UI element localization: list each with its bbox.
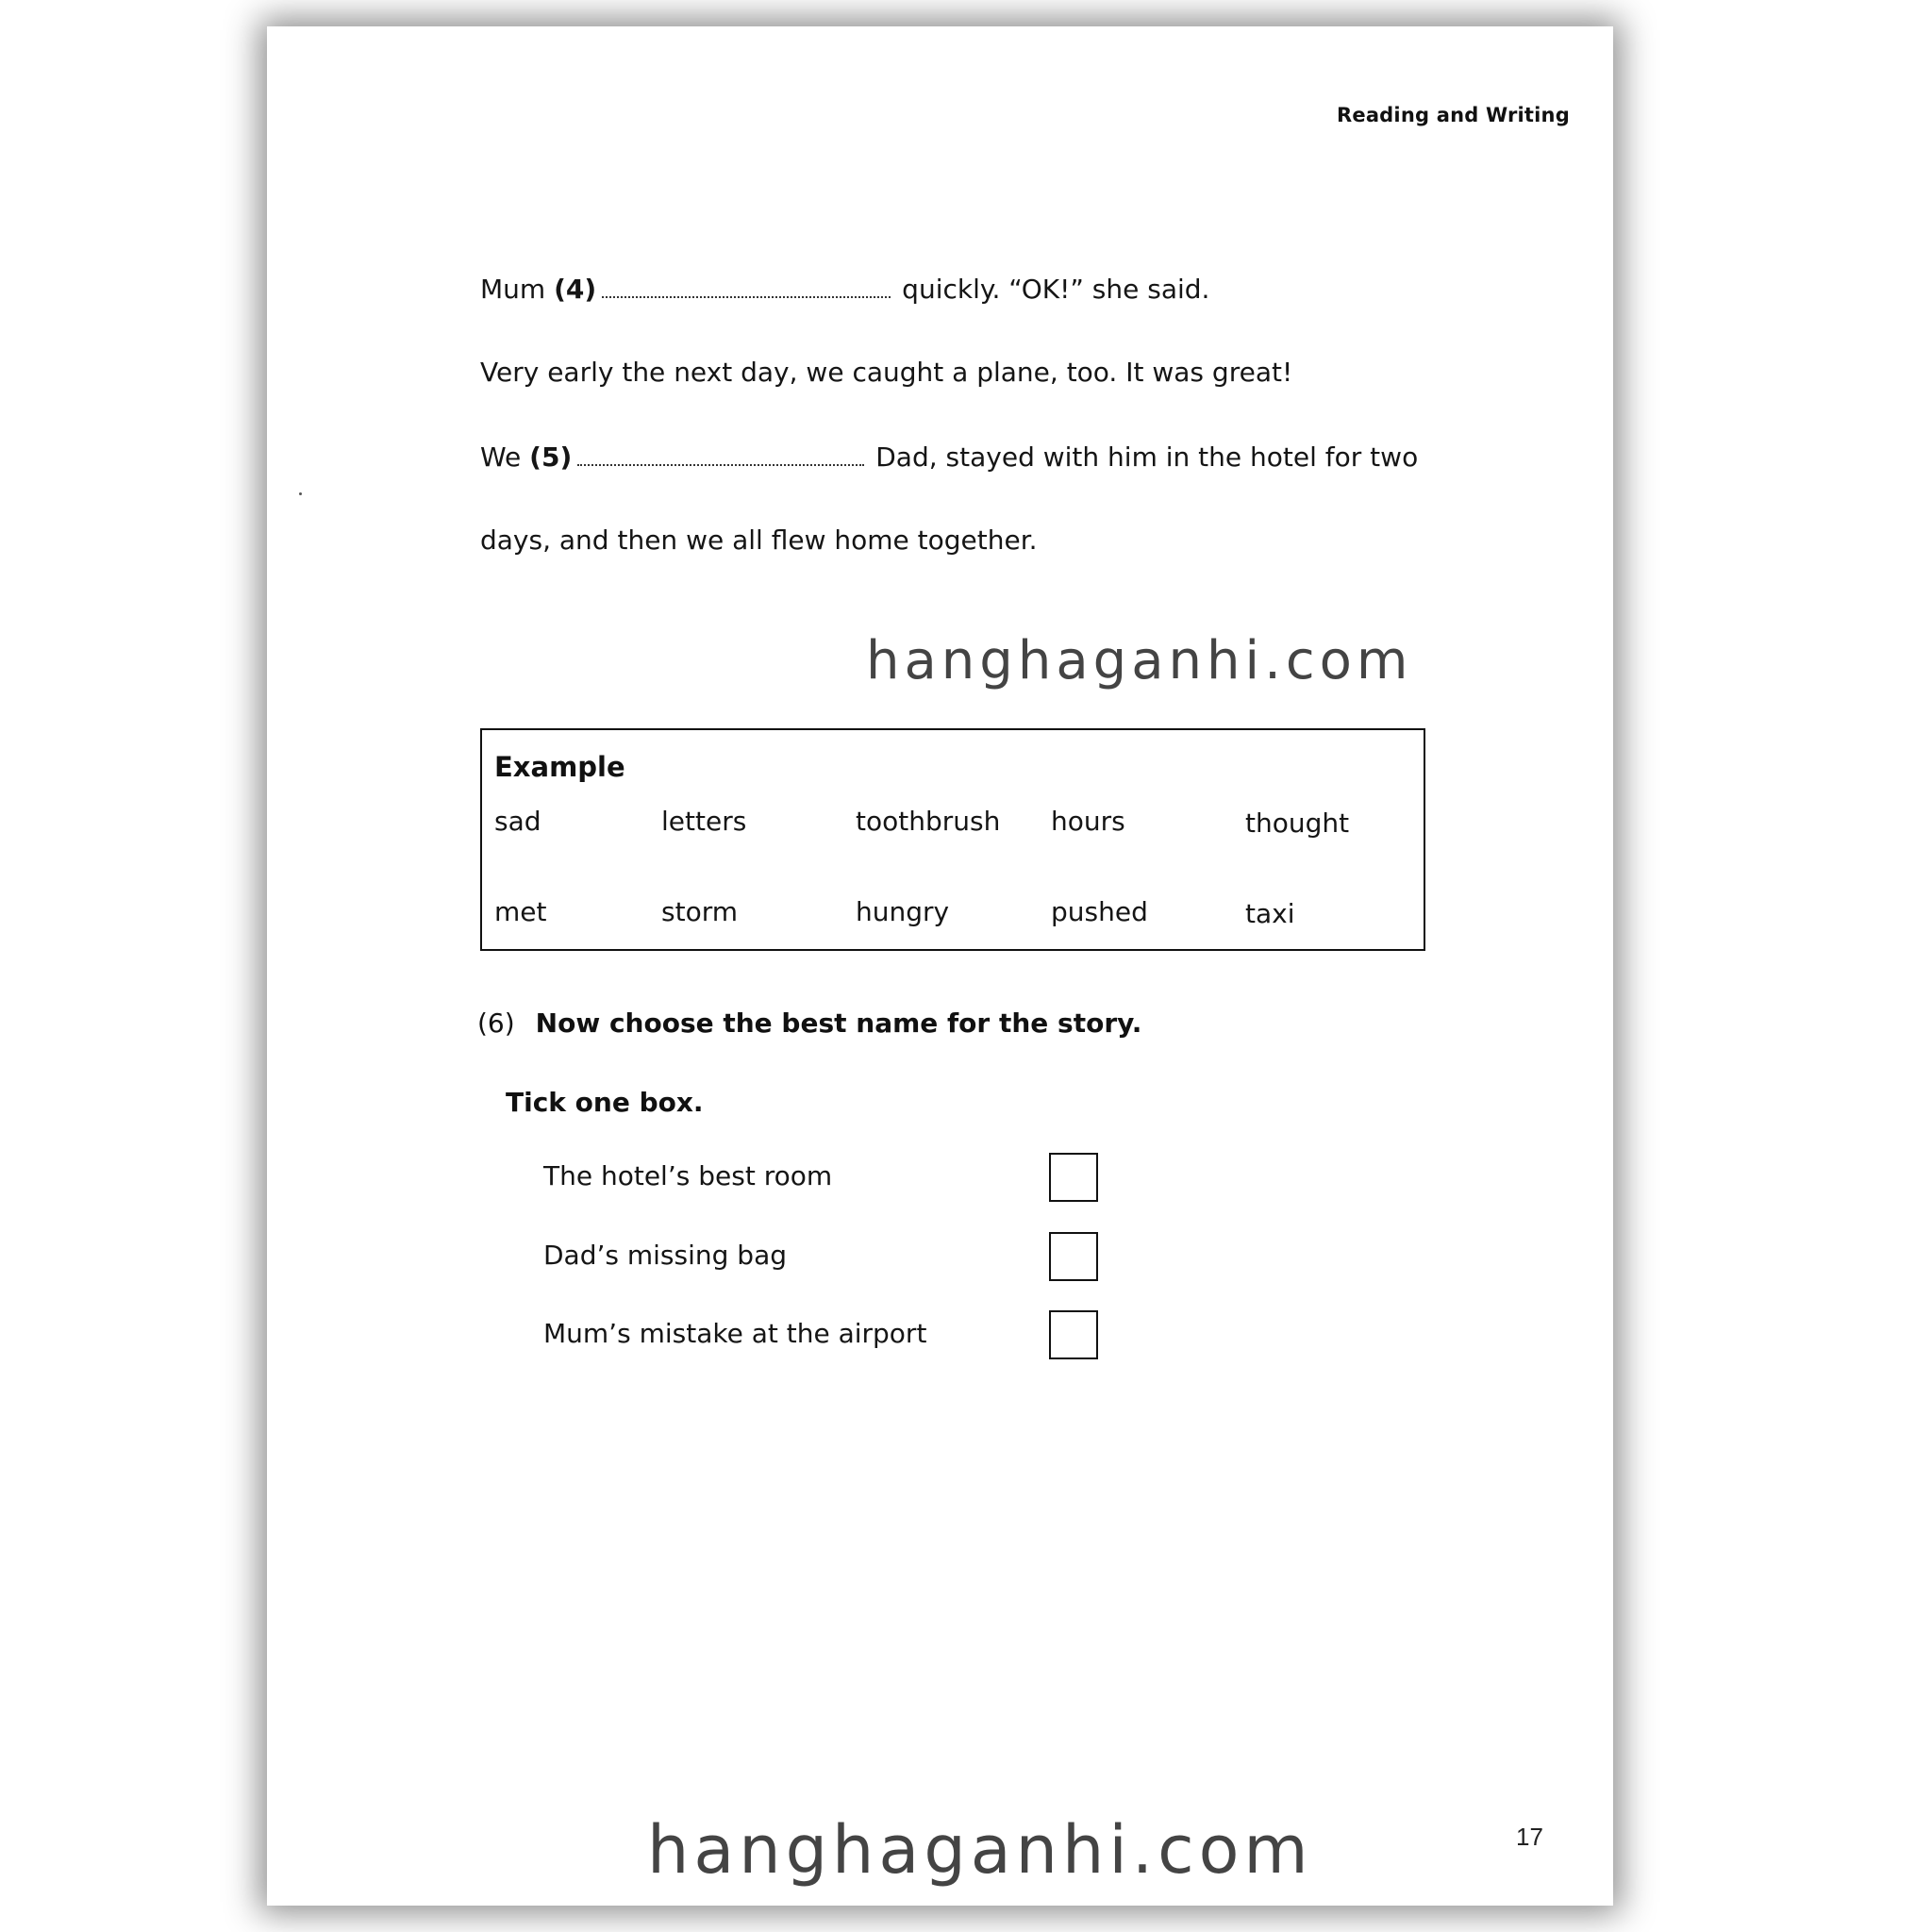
story-line-4: days, and then we all flew home together. bbox=[480, 525, 1038, 556]
gap-5-blank[interactable] bbox=[577, 460, 864, 466]
checkbox-hotel-room[interactable] bbox=[1049, 1153, 1098, 1202]
worksheet-page bbox=[267, 26, 1613, 1906]
page-number: 17 bbox=[1516, 1823, 1543, 1851]
word-met: met bbox=[494, 896, 547, 927]
example-title: Example bbox=[494, 751, 625, 783]
option-label-dads-bag: Dad’s missing bag bbox=[543, 1240, 788, 1271]
gap-4-blank[interactable] bbox=[602, 292, 891, 298]
story-line-1 bbox=[480, 274, 1209, 305]
word-pushed: pushed bbox=[1051, 896, 1148, 927]
checkbox-dads-bag[interactable] bbox=[1049, 1232, 1098, 1281]
word-hours: hours bbox=[1051, 806, 1125, 837]
word-thought: thought bbox=[1245, 808, 1350, 839]
scan-speck bbox=[299, 492, 302, 495]
option-label-hotel-room: The hotel’s best room bbox=[543, 1160, 833, 1191]
question-6-prompt: Now choose the best name for the story. bbox=[535, 1008, 1142, 1039]
word-hungry: hungry bbox=[856, 896, 950, 927]
checkbox-mums-mistake[interactable] bbox=[1049, 1310, 1098, 1359]
story-line-2: Very early the next day, we caught a plane, too. It was great! bbox=[480, 357, 1293, 388]
line1-suffix: quickly. “OK!” she said. bbox=[902, 274, 1210, 305]
option-label-mums-mistake: Mum’s mistake at the airport bbox=[543, 1318, 927, 1349]
section-header: Reading and Writing bbox=[1337, 104, 1570, 126]
word-storm: storm bbox=[661, 896, 738, 927]
question-6-number: (6) bbox=[477, 1008, 515, 1039]
word-taxi: taxi bbox=[1245, 898, 1295, 929]
question-6 bbox=[477, 1008, 1141, 1039]
tick-instruction: Tick one box. bbox=[506, 1087, 704, 1118]
line3-prefix: We bbox=[480, 441, 530, 473]
word-letters: letters bbox=[661, 806, 747, 837]
story-line-3 bbox=[480, 441, 1418, 473]
gap-4-number: (4) bbox=[554, 274, 597, 305]
word-sad: sad bbox=[494, 806, 541, 837]
line3-suffix: Dad, stayed with him in the hotel for two bbox=[875, 441, 1419, 473]
watermark-bottom: hanghaganhi.com bbox=[647, 1811, 1313, 1889]
line1-prefix: Mum bbox=[480, 274, 555, 305]
word-toothbrush: toothbrush bbox=[856, 806, 1001, 837]
watermark-top: hanghaganhi.com bbox=[866, 630, 1413, 691]
example-word-box bbox=[480, 728, 1425, 951]
gap-5-number: (5) bbox=[529, 441, 573, 473]
